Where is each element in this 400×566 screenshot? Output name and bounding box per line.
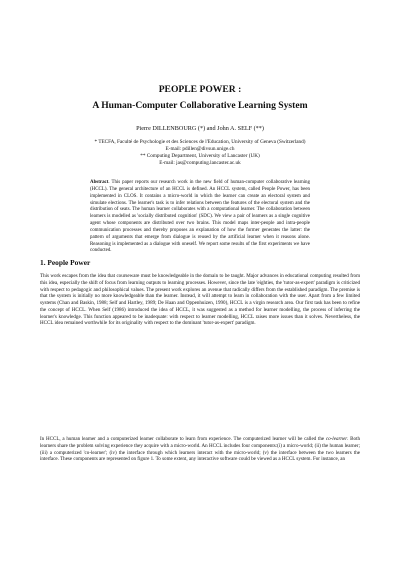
affiliations-block bbox=[30, 139, 370, 167]
abstract-text: . This paper reports our research work in the new field of human-computer collaborative learning (HCCL). The general architecture of an HCCL is defined. An HCCL system, called People Power, has been implemented in CLOS. It contains a micro-world in which the learner can create an electoral system and simulate elections. The learner's task is to infer relations between the features of the electoral system and the distribution of seats. The human learner collaborates with a computational learner. The collaboration between learners is modelled as 'socially distributed cognition' (SDC). We view a pair of learners as a single cognitive agent whose components are distributed over two brains. This model maps inter-people and intra-people communication processes and thereby proposes an explanation of how the former generates the latter: the pattern of arguments that emerge from dialogue is reused by the artificial learner when it reasons alone. Reasoning is implemented as a dialogue with oneself. We report some results of the first experiments we have conducted. bbox=[90, 180, 310, 254]
body-paragraph-1: This work escapes from the idea that courseware must be knowledgeable in the domain to be taught. Major advances in educational computing resulted from this idea, especially the shift of focus from learning outputs to learning processes. However, since the late 'eighties, the 'tutor-as-expert' paradigm is criticized with respect to pedagogic and philosophical values. The present work explores an avenue that radically differs from the established paradigm. The premise is that the system is initially no more knowledgeable than the learner. Instead, it will attempt to learn in collaboration with the user. Apart from a few limited systems (Chan and Baskin, 1988; Self and Hartley, 1989; De Haan and Oppenhuizen, 1990), HCCL is a virgin research area. Our first task has been to refine the concept of HCCL. When Self (1986) introduced the idea of HCCL, it was suggested as a method for learner modelling, the process of inferring the learner's knowledge. This function appeared to be inadequate: with respect to learner modelling, HCCL raises more issues than it solves. Nevertheless, the HCCL idea remained worthwhile for its originality with respect to the dominant 'tutor-as-expert' paradigm. bbox=[40, 273, 360, 327]
paragraph2-text-b: . Both learners share the problem solving experience they acquire with a micro-world. An HCCL includes four components:(i) a micro-world; (ii) the human learner; (iii) a computerized 'co-learner'; (iv) the interface through which learners interact with the micro-world; (v) the interface between the two learners the interface. These components are represented on figure 1. To some extent, any interactive software could be viewed as a HCCL system. For instance, an bbox=[40, 436, 360, 463]
section-heading: 1. People Power bbox=[40, 258, 91, 267]
abstract-label: Abstract bbox=[90, 180, 109, 185]
email-geneva: E-mail: pdillen@divsun.unige.ch bbox=[165, 145, 235, 152]
email-lancaster: E-mail: jas@computing.lancaster.ac.uk bbox=[159, 159, 241, 166]
paper-title-line2: A Human-Computer Collaborative Learning System bbox=[92, 100, 308, 111]
paragraph2-italic-term: co-learner bbox=[325, 436, 348, 442]
affiliation-geneva: * TECFA, Faculté de Psychologie et des Sciences de l'Education, University of Geneva (Switzerland) bbox=[94, 139, 306, 145]
paragraph2-text-a: In HCCL, a human learner and a computerized learner collaborate to learn from experience. The computerized learner will be called the bbox=[40, 436, 326, 442]
abstract-block bbox=[90, 180, 310, 255]
body-paragraph-2 bbox=[40, 436, 360, 463]
affiliation-lancaster: ** Computing Department, University of Lancaster (UK) bbox=[140, 152, 260, 159]
author-line: Pierre DILLENBOURG (*) and John A. SELF (**) bbox=[136, 125, 264, 132]
paper-title-line1: PEOPLE POWER : bbox=[158, 84, 242, 95]
